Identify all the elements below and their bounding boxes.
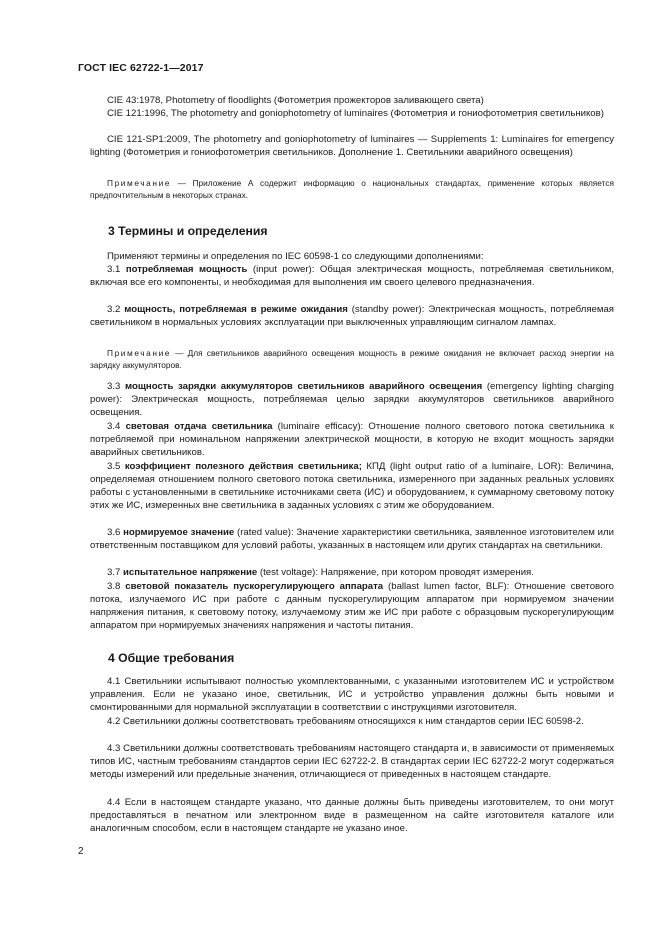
note-label: Примечание [107, 348, 172, 358]
standard-header: ГОСТ IEC 62722-1—2017 [78, 62, 204, 74]
term-number: 3.8 [107, 581, 126, 592]
term-name: потребляемая мощность [125, 264, 248, 275]
term-definition: (standby power): Электрическая мощность, потребляемая светильником в нормальных условиях эксплуатации при выключенных управляющим сигналом лампах. [90, 304, 614, 328]
term-name: мощность зарядки аккумуляторов светильников аварийного освещения [124, 381, 483, 392]
term-definition: (luminaire efficacy): Отношение полного светового потока светильника к потребляемой при номинальном напряжении электрической мощности, в которую не входит мощность зарядки аварийных светильников. [90, 421, 614, 458]
section-3-intro: Применяют термины и определения по IEC 60598-1 со следующими дополнениями: [107, 251, 484, 262]
section-4-heading: 4 Общие требования [108, 651, 235, 665]
term-name: световой показатель пускорегулирующего аппарата [125, 581, 384, 592]
term-3-4 [90, 420, 614, 459]
term-name: мощность, потребляемая в режиме ожидания [124, 304, 348, 315]
term-name: испытательное напряжение [123, 567, 258, 578]
term-definition: КПД (light output ratio of a luminaire, LOR): Величина, определяемая отношением полного светового потока светильника, измеренного при заданных реальных условиях работы с установленными в светильнике источниками света (ИС) и оборудованием, к суммарному световому потоку этих же ИС, измеренных вне светильника в заданных условиях с этим же оборудованием. [90, 461, 614, 511]
reference-cie-43: CIE 43:1978, Photometry of floodlights (Фотометрия прожекторов заливающего света) [107, 95, 484, 106]
term-definition: (emergency lighting charging power): Электрическая мощность, потребляемая целью зарядки аккумуляторов светильников аварийного освещения. [90, 381, 614, 418]
clause-4-3: 4.3 Светильники должны соответствовать требованиям настоящего стандарта и, в зависимости от применяемых типов ИС, частным требованиям стандартов серии IEC 62722-2. В стандартах серии IEC 62722-2 могут содержаться методы измерений или предельные значения, отличающиеся от приведенных в настоящем стандарте. [90, 743, 614, 780]
term-3-2 [90, 303, 614, 329]
clause-4-1: 4.1 Светильники испытывают полностью укомплектованными, с указанными изготовителем ИС и устройством управления. Если не указано иное, светильник, ИС и устройство управления должны быть новыми и смонтированными для нормальной эксплуатации в соответствии с инструкциями изготовителя. [90, 676, 614, 713]
term-name: нормируемое значение [123, 527, 235, 538]
term-3-5 [90, 460, 614, 512]
reference-cie-121: CIE 121:1996, The photometry and goniophotometry of luminaires (Фотометрия и гониофотометрия светильников) [107, 108, 604, 119]
term-number: 3.1 [107, 264, 126, 275]
note-label: Примечание [107, 178, 172, 188]
term-definition: (input power): Общая электрическая мощность, потребляемая светильником, включая все его компоненты, и необходимая для выполнения им своего целевого предназначения. [90, 264, 614, 288]
term-number: 3.3 [107, 381, 125, 392]
note-standby-power [90, 348, 614, 371]
clause-4-2: 4.2 Светильники должны соответствовать требованиям относящихся к ним стандартов серии IEC 60598-2. [107, 716, 584, 727]
term-definition: (rated value): Значение характеристики светильника, заявленное изготовителем или ответственным поставщиком для условий работы, указанных в настоящем или других стандартах на светильники. [90, 527, 614, 551]
term-3-6 [90, 526, 614, 552]
term-3-7 [90, 566, 614, 579]
clause-4-4: 4.4 Если в настоящем стандарте указано, что данные должны быть приведены изготовителем, то они могут предоставляться в печатном или электронном виде в размещенном на сайте изготовителя каталоге или аналогичным способом, если в настоящем стандарте не указано иное. [90, 797, 614, 834]
term-number: 3.7 [107, 567, 124, 578]
term-number: 3.2 [107, 304, 125, 315]
note-text: — Приложение А содержит информацию о национальных стандартах, применение которых является предпочтительным в некоторых странах. [90, 178, 614, 200]
term-definition: (ballast lumen factor, BLF): Отношение светового потока, излучаемого ИС при работе с данным пускорегулирующим аппаратом при нормируемом значении напряжения питания, к световому потоку, излучаемому этим же ИС при работе с образцовым пускорегулирующим аппаратом при нормируемых значениях напряжения и частоты питания. [90, 581, 614, 631]
term-3-1 [90, 263, 614, 289]
term-3-8 [90, 580, 614, 632]
term-3-3 [90, 380, 614, 419]
term-number: 3.6 [107, 527, 124, 538]
note-annex-a [90, 178, 614, 201]
term-number: 3.5 [107, 461, 125, 472]
term-number: 3.4 [107, 421, 126, 432]
term-definition: (test voltage): Напряжение, при котором проводят измерения. [257, 567, 534, 578]
note-text: — Для светильников аварийного освещения мощность в режиме ожидания не включает расход энергии на зарядку аккумуляторов. [90, 348, 614, 370]
term-name: коэффициент полезного действия светильника; [124, 461, 362, 472]
reference-cie-121-sp1: CIE 121-SP1:2009, The photometry and goniophotometry of luminaires — Supplements 1: Luminaires for emergency lighting (Фотометрия и гониофотометрия светильников. Дополнение 1. Светильники аварийного освещения) [90, 134, 614, 158]
page-number: 2 [78, 846, 84, 857]
term-name: световая отдача светильника [125, 421, 273, 432]
section-3-heading: 3 Термины и определения [108, 224, 268, 238]
